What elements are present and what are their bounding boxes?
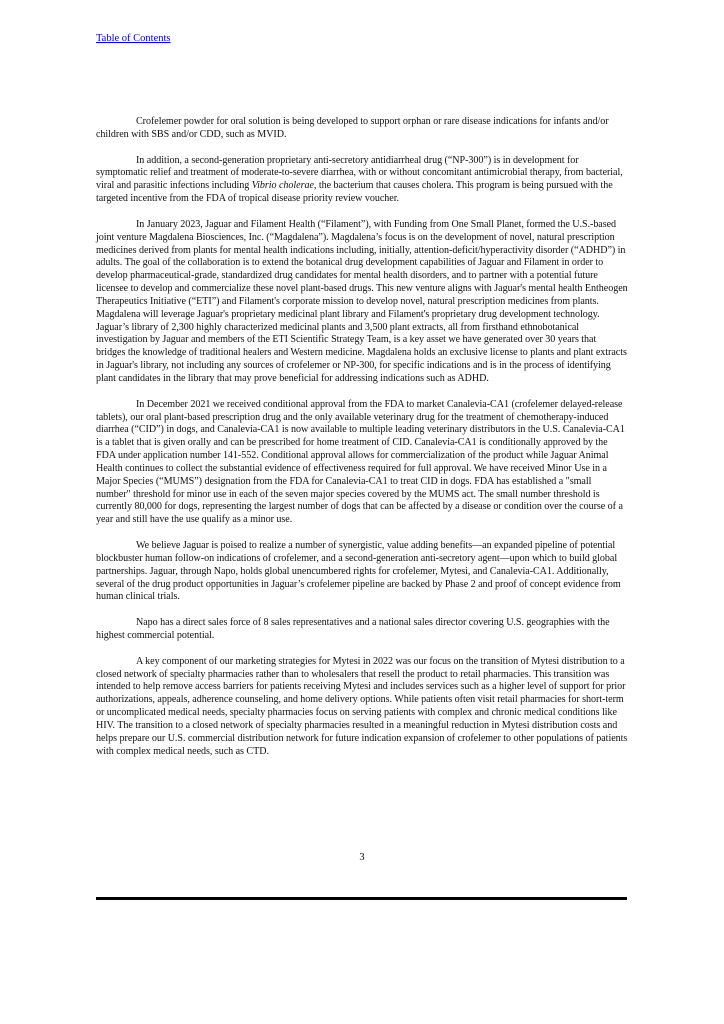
document-body [96, 116, 628, 771]
paragraph-sales-force: Napo has a direct sales force of 8 sales representatives and a national sales director covering U.S. geographies with the highest commercial potential. [96, 617, 610, 641]
paragraph-magdalena: In January 2023, Jaguar and Filament Health (“Filament”), with Funding from One Small Planet, formed the U.S.-based joint venture Magdalena Biosciences, Inc. (“Magdalena”). Magdalena’s focus is on the development of novel, natural prescription medicines derived from plants for mental health indications including, initially, attention-deficit/hyperactivity disorder (“ADHD”) in adults. The goal of the collaboration is to extend the botanical drug development capabilities of Jaguar and Filament in order to develop pharmaceutical-grade, standardized drug candidates for mental health disorders, and to partner with a potential future licensee to develop and commercialize these novel plant-based drugs. This new venture aligns with Jaguar's mental health Entheogen Therapeutics Initiative (“ETI”) and Filament's corporate mission to develop novel, natural prescription medicines from plants. Magdalena will leverage Jaguar's proprietary medicinal plant library and Filament's proprietary drug development technology. Jaguar’s library of 2,300 highly characterized medicinal plants and 3,500 plant extracts, all from firsthand ethnobotanical investigation by Jaguar and members of the ETI Scientific Strategy Team, is a key asset we have generated over 30 years that bridges the knowledge of traditional healers and Western medicine. Magdalena holds an exclusive license to plants and plant extracts in Jaguar's library, not including any sources of crofelemer or NP-300, for specific indications and is in the process of identifying plant candidates in the library that may prove beneficial for addressing indications such as ADHD. [96, 218, 628, 384]
page-number: 3 [359, 852, 365, 863]
paragraph-np-300: In addition, a second-generation proprietary anti-secretory antidiarrheal drug (“NP-300”) is in development for symptomatic relief and treatment of moderate-to-severe diarrhea, with or without concomitant antimicrobial therapy, from bacterial, viral and parasitic infections including Vibrio cholerae, the bacterium that causes cholera. This program is being pursued with the targeted incentive from the FDA of tropical disease priority review voucher. [96, 154, 623, 205]
table-of-contents-link[interactable]: Table of Contents [96, 33, 171, 44]
species-name: Vibrio cholerae [251, 180, 314, 192]
page-divider [96, 897, 627, 900]
paragraph-synergistic-benefits: We believe Jaguar is poised to realize a number of synergistic, value adding benefits—an expanded pipeline of potential blockbuster human follow-on indications of crofelemer, and a second-generation anti-secretory agent—upon which to build global partnerships. Jaguar, through Napo, holds global unencumbered rights for crofelemer, Mytesi, and Canalevia-CA1. Additionally, several of the drug product opportunities in Jaguar’s crofelemer pipeline are backed by Phase 2 and proof of concept evidence from human clinical trials. [96, 540, 621, 603]
paragraph-marketing-strategy: A key component of our marketing strategies for Mytesi in 2022 was our focus on the transition of Mytesi distribution to a closed network of specialty pharmacies rather than to wholesalers that resell the product to retail pharmacies. This transition was intended to help remove access barriers for patients receiving Mytesi and includes services such as a higher level of support for prior authorizations, appeals, adherence counseling, and home delivery options. While patients often visit retail pharmacies for short-term or uncomplicated medical needs, specialty pharmacies focus on serving patients with complex and chronic medical conditions like HIV. The transition to a closed network of specialty pharmacies resulted in a meaningful reduction in Mytesi distribution costs and helps prepare our U.S. commercial distribution network for future indication expansion of crofelemer to other populations of patients with complex medical needs, such as CTD. [96, 655, 628, 757]
paragraph-crofelemer-powder: Crofelemer powder for oral solution is being developed to support orphan or rare disease indications for infants and/or children with SBS and/or CDD, such as MVID. [96, 116, 609, 140]
paragraph-canalevia: In December 2021 we received conditional approval from the FDA to market Canalevia-CA1 (crofelemer delayed-release tablets), our oral plant-based prescription drug and the only available veterinary drug for the treatment of chemotherapy-induced diarrhea (“CID”) in dogs, and Canalevia-CA1 is now available to multiple leading veterinary distributors in the U.S. Canalevia-CA1 is a tablet that is given orally and can be prescribed for home treatment of CID. Canalevia-CA1 is conditionally approved by the FDA under application number 141-552. Conditional approval allows for commercialization of the product while Jaguar Animal Health continues to collect the substantial evidence of effectiveness required for full approval. We have received Minor Use in a Major Species (“MUMS”) designation from the FDA for Canalevia-CA1 to treat CID in dogs. FDA has established a "small number" threshold for minor use in each of the seven major species covered by the MUMS act. The small number threshold is currently 80,000 for dogs, representing the largest number of dogs that can be affected by a disease or condition over the course of a year and still have the use qualify as a minor use. [96, 398, 625, 526]
